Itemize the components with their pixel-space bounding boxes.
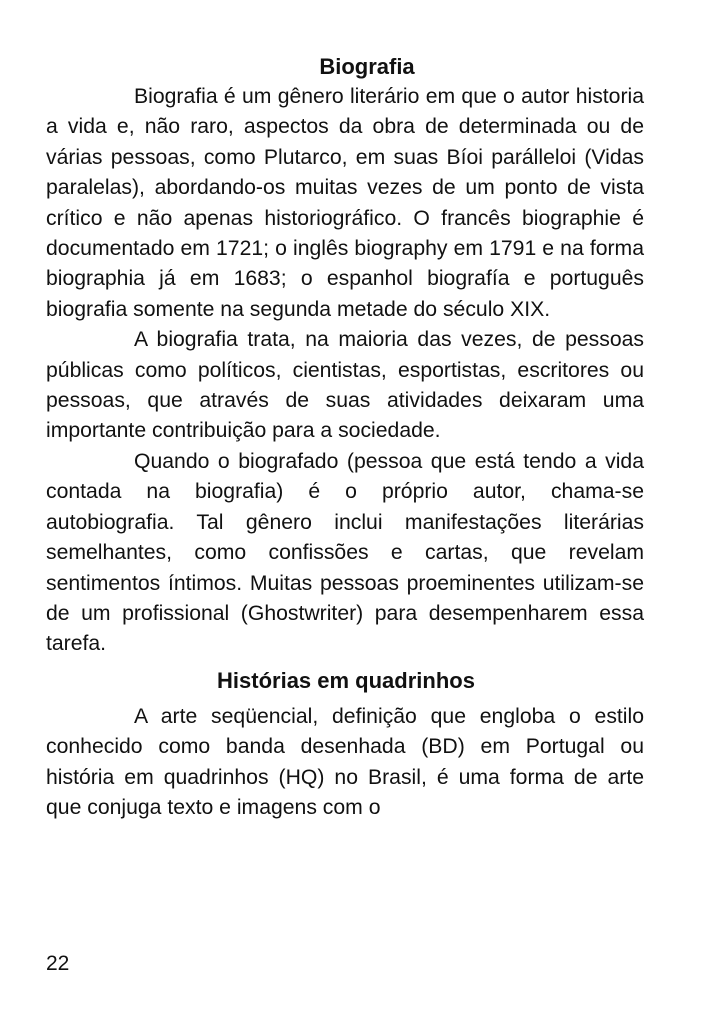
paragraph-biografia-subjects: A biografia trata, na maioria das vezes, de pessoas públicas como políticos, cientistas, esportistas, escritores ou pessoas, que através de suas atividades deixaram uma importante contribuição para a sociedade. — [46, 328, 644, 443]
document-page — [46, 52, 644, 823]
paragraph-biografia-definition: Biografia é um gênero literário em que o autor historia a vida e, não raro, aspectos da obra de determinada ou de várias pessoas, como Plutarco, em suas Bíoi parálleloi (Vidas paralelas), abordando-os muitas vezes de um ponto de vista crítico e não apenas historiográfico. O francês biographie é documentado em 1721; o inglês biography em 1791 e na forma biographia já em 1683; o espanhol biografía e português biografia somente na segunda metade do século XIX. — [46, 85, 644, 321]
page-number: 22 — [46, 952, 70, 975]
paragraph-arte-sequencial: A arte seqüencial, definição que engloba o estilo conhecido como banda desenhada (BD) em Portugal ou história em quadrinhos (HQ) no Brasil, é uma forma de arte que conjuga texto e imagens com o — [46, 704, 644, 819]
section-title-historias-em-quadrinhos: Histórias em quadrinhos — [217, 667, 475, 693]
paragraph-autobiografia: Quando o biografado (pessoa que está tendo a vida contada na biografia) é o próprio autor, chama-se autobiografia. Tal gênero inclui manifestações literárias semelhantes, como confissões e cartas, que revelam sentimentos íntimos. Muitas pessoas proeminentes utilizam-se de um profissional (Ghostwriter) para desempenharem essa tarefa. — [46, 449, 644, 656]
section-title-biografia: Biografia — [319, 54, 415, 79]
